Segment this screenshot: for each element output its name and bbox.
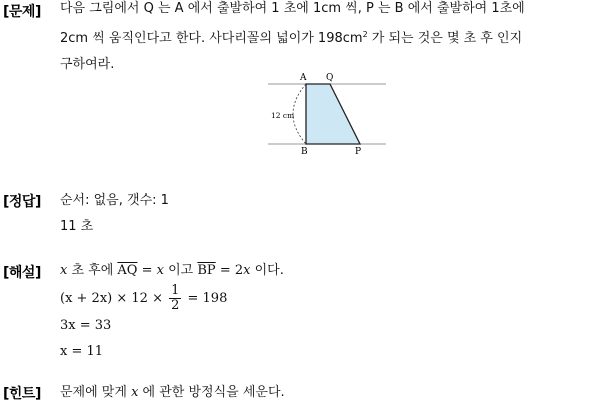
solution-text [60, 258, 585, 365]
fraction-denominator: 2 [171, 298, 180, 313]
problem-line-3: 구하여라. [60, 57, 115, 72]
solution-line-3: 3x = 33 [60, 318, 112, 333]
problem-line-1: 다음 그림에서 Q 는 A 에서 출발하여 1 초에 1cm 씩, P 는 B 에서 출발하여 1초에 [60, 1, 525, 16]
hint-text-2: 에 관한 방정식을 세운다. [138, 385, 285, 400]
hint-text [60, 380, 585, 406]
trapezoid-shape [306, 84, 360, 144]
problem-tag: [문제] [3, 4, 41, 20]
answer-line-1: 순서: 없음, 갯수: 1 [60, 193, 169, 208]
height-arc [293, 84, 306, 144]
segment-aq: $\overline{AQ}$ [117, 263, 138, 278]
problem-text [60, 0, 585, 78]
fraction-numerator: 1 [171, 283, 180, 298]
hint-text-1: 문제에 맞게 [60, 385, 132, 400]
solution-var-2: x [156, 263, 164, 278]
solution-text-1: 초 후에 [67, 263, 118, 278]
solution-line-1 [60, 258, 585, 284]
solution-var: x [60, 263, 68, 278]
answer-line-2: 11 초 [60, 219, 94, 234]
answer-tag: [정답] [3, 194, 41, 210]
hint-var: x [131, 385, 139, 400]
equation-right: = 198 [183, 291, 228, 306]
problem-line-2b: 가 되는 것은 몇 초 후 인지 [367, 31, 523, 46]
solution-eq-1: = [137, 263, 157, 278]
solution-eq-2: = 2 [215, 263, 244, 278]
problem-line-2-sup: 2 [362, 30, 368, 39]
label-b: B [301, 147, 308, 157]
hint-tag: [힌트] [3, 386, 41, 402]
solution-text-3: 이다. [250, 263, 284, 278]
answer-text [60, 188, 585, 240]
segment-bp: $\overline{BP}$ [197, 263, 216, 278]
equation-left: (x + 2x) × 12 × [60, 291, 168, 306]
label-a: A [300, 73, 307, 83]
problem-line-2 [60, 22, 585, 52]
label-q: Q [326, 73, 334, 83]
problem-line-2a: 2cm 씩 움직인다고 한다. 사다리꼴의 넓이가 198cm [60, 31, 363, 46]
trapezoid-figure [260, 70, 390, 158]
height-label: 12 cm [271, 111, 295, 120]
solution-text-2: 이고 [163, 263, 198, 278]
solution-tag: [해설] [3, 265, 41, 281]
hint-line [60, 380, 585, 406]
solution-line-2 [60, 284, 585, 313]
solution-line-4: x = 11 [60, 344, 104, 359]
solution-var-3: x [243, 263, 251, 278]
fraction-half [169, 284, 181, 313]
label-p: P [355, 147, 362, 157]
